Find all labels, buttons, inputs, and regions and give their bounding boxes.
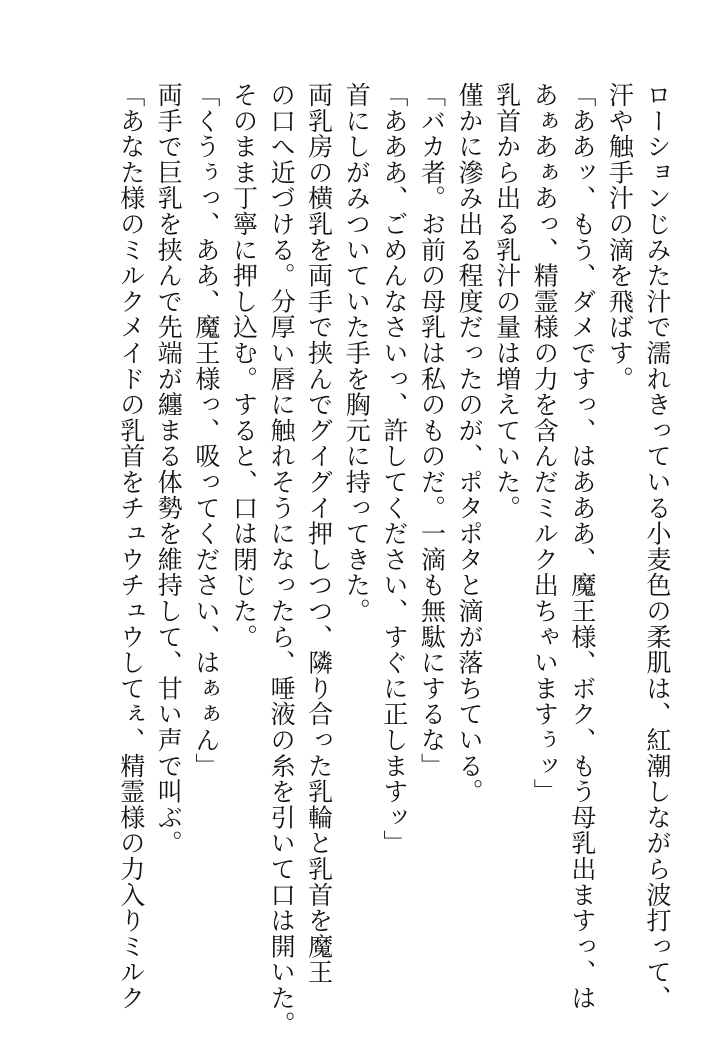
text-line-10: 両乳房の横乳を両手で挟んでグイグイ押しつつ、隣り合った乳輪と乳首を魔王 — [304, 82, 334, 985]
text-line-8: 「あああ、ごめんなさいっ、許してください、すぐに正しますッ」 — [379, 82, 409, 856]
text-line-12: そのまま丁寧に押し込む。すると、口は閉じた。 — [229, 82, 259, 650]
text-line-14: 両手で巨乳を挟んで先端が纏まる体勢を維持して、甘い声で叫ぶ。 — [154, 82, 184, 856]
text-line-11: の口へ近づける。分厚い唇に触れそうになったら、唾液の糸を引いて口は開いた。 — [267, 82, 297, 1037]
text-line-15: 「あなた様のミルクメイドの乳首をチュウチュウしてぇ、精霊様の力入りミルク — [116, 82, 146, 1011]
text-line-3: 「ああッ、もう、ダメですっ、はあああ、魔王様、ボク、もう母乳出ますっ、は — [567, 82, 597, 1011]
text-line-1: ローションじみた汁で濡れきっている小麦色の柔肌は、紅潮しながら波打って、 — [643, 82, 672, 1011]
text-line-5: 乳首から出る乳汁の量は増えていた。 — [492, 82, 522, 521]
text-line-9: 首にしがみついていた手を胸元に持ってきた。 — [342, 82, 372, 624]
text-line-7: 「バカ者。お前の母乳は私のものだ。一滴も無駄にするな」 — [417, 82, 447, 779]
text-line-13: 「くうぅっ、ああ、魔王様っ、吸ってください、はぁぁん」 — [191, 82, 221, 779]
text-line-2: 汗や触手汁の滴を飛ばす。 — [605, 82, 635, 392]
text-line-4: あぁあぁあっ、精霊様の力を含んだミルク出ちゃいますぅッ」 — [530, 82, 560, 805]
vertical-text-body — [112, 82, 676, 1037]
text-line-6: 僅かに滲み出る程度だったのが、ポタポタと滴が落ちている。 — [455, 82, 485, 805]
